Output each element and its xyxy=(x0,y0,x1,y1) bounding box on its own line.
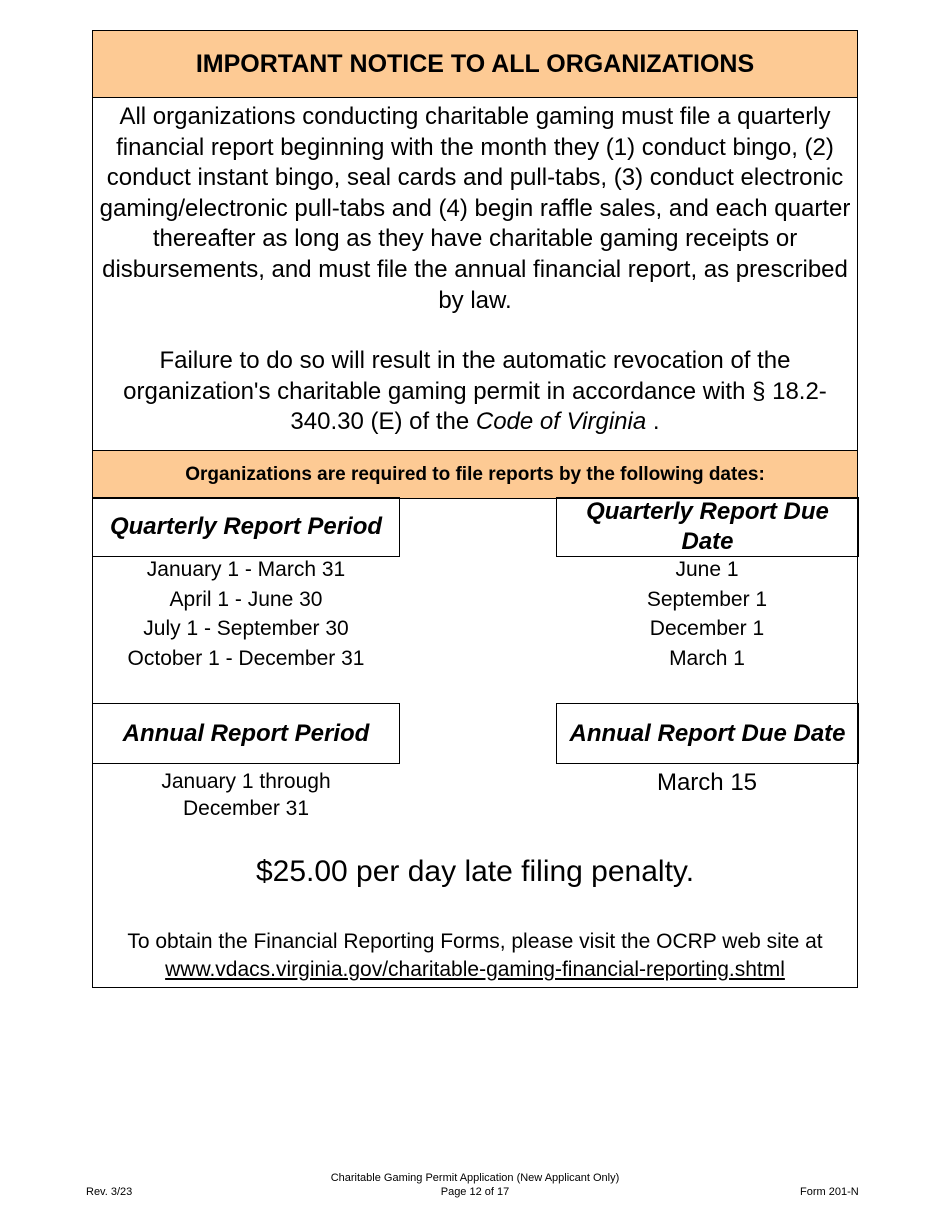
footer-form-title: Charitable Gaming Permit Application (New Applicant Only) xyxy=(330,1172,620,1184)
annual-due-header: Annual Report Due Date xyxy=(556,703,859,764)
quarterly-due-header: Quarterly Report Due Date xyxy=(556,497,859,557)
footer-revision: Rev. 3/23 xyxy=(86,1186,133,1198)
list-item: July 1 - September 30 xyxy=(143,617,349,641)
list-item: October 1 - December 31 xyxy=(127,646,365,670)
annual-due-date: March 15 xyxy=(656,769,758,796)
footer-form-number: Form 201-N xyxy=(800,1186,859,1198)
filing-dates-band: Organizations are required to file reports by the following dates: xyxy=(93,450,857,499)
annual-period-line-1: January 1 through xyxy=(161,770,331,793)
quarterly-periods-list xyxy=(93,555,399,673)
paragraph-2-end: . xyxy=(652,408,660,436)
code-of-virginia-citation: Code of Virginia xyxy=(475,408,647,436)
footer-page-number: Page 12 of 17 xyxy=(440,1185,510,1198)
quarterly-due-dates-list xyxy=(556,555,858,673)
list-item: January 1 - March 31 xyxy=(146,558,346,581)
list-item: December 1 xyxy=(649,617,765,641)
reporting-forms-text: To obtain the Financial Reporting Forms, please visit the OCRP web site at xyxy=(127,930,823,953)
quarterly-period-header: Quarterly Report Period xyxy=(92,497,400,557)
notice-header: IMPORTANT NOTICE TO ALL ORGANIZATIONS xyxy=(93,31,857,98)
notice-paragraph-1: All organizations conducting charitable gaming must file a quarterly financial report beginning with the month they (1) conduct bingo, (2) conduct instant bingo, seal cards and pull-tabs, (3) conduct electronic gaming/electronic pull-tabs and (4) begin raffle sales, and each quarter thereafter as long as they have charitable gaming receipts or disbursements, and must file the annual financial report, as prescribed by law. xyxy=(99,103,851,314)
late-filing-penalty: $25.00 per day late filing penalty. xyxy=(255,855,695,888)
list-item: April 1 - June 30 xyxy=(169,587,323,611)
list-item: June 1 xyxy=(675,558,739,581)
annual-period-line-2: December 31 xyxy=(182,797,310,820)
annual-period-header: Annual Report Period xyxy=(92,703,400,764)
paragraph-2-text: Failure to do so will result in the automatic revocation of the organization's charitable gaming permit in accordance with § 18.2-340.30 (E) of the xyxy=(123,347,827,436)
annual-period-value xyxy=(93,768,399,822)
reporting-forms-notice xyxy=(93,928,857,984)
footer-center xyxy=(275,1172,675,1199)
list-item: September 1 xyxy=(646,587,768,611)
financial-reporting-link[interactable]: www.vdacs.virginia.gov/charitable-gaming-financial-reporting.shtml xyxy=(165,958,785,981)
notice-frame xyxy=(92,30,858,988)
list-item: March 1 xyxy=(669,646,745,670)
notice-paragraph-2 xyxy=(93,346,857,438)
